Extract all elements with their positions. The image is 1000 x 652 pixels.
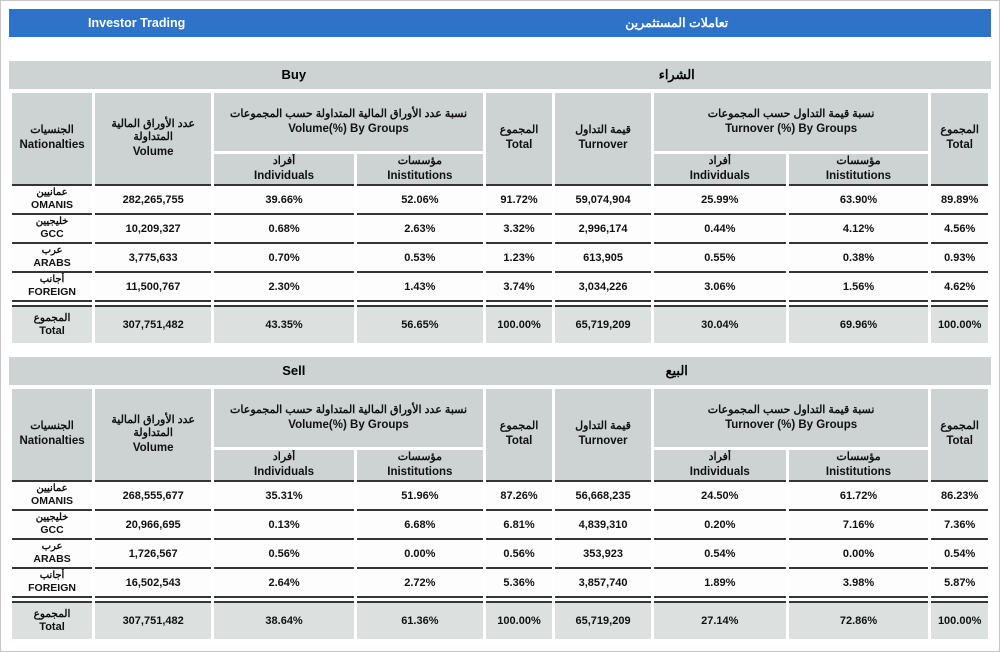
nationality-ar: أجانب [39, 273, 65, 285]
individuals-label-en: Individuals [689, 465, 750, 478]
table-row-arabs [12, 538, 988, 567]
cell-volume-individuals: 38.64% [214, 601, 354, 639]
nationality-ar: خليجيين [35, 511, 69, 523]
cell-turnover-total: 7.36% [931, 509, 988, 538]
row-nationality [12, 213, 92, 242]
nationality-en: GCC [40, 524, 64, 537]
total-row [12, 601, 988, 639]
total-label-ar: المجموع [33, 311, 71, 324]
sell-title-en: Sell [282, 363, 306, 378]
total-label-ar: المجموع [33, 607, 71, 620]
cell-volume-total: 3.74% [486, 271, 552, 302]
cell-turnover: 3,857,740 [555, 567, 651, 598]
sell-title-ar: البيع [665, 363, 688, 378]
cell-volume-institutions: 0.53% [357, 242, 483, 271]
buy-total-row [9, 305, 991, 343]
total-label-en: Total [39, 324, 65, 337]
cell-volume: 307,751,482 [95, 601, 211, 639]
buy-table [9, 93, 991, 302]
nationalities-label-ar: الجنسيات [30, 124, 74, 137]
buy-title-ar: الشراء [658, 67, 695, 82]
col-header-volume-total [486, 93, 552, 184]
sell-table [9, 389, 991, 598]
buy-banner [9, 61, 991, 89]
cell-volume-individuals: 2.64% [214, 567, 354, 598]
total-label-ar: المجموع [499, 124, 539, 137]
table-row-arabs [12, 242, 988, 271]
nationality-en: ARABS [33, 257, 71, 270]
total-label-en: Total [505, 435, 533, 448]
institutions-label-en: Inistitutions [387, 465, 453, 478]
cell-turnover-total: 100.00% [931, 601, 988, 639]
cell-volume-institutions: 61.36% [357, 601, 483, 639]
cell-volume: 268,555,677 [95, 480, 211, 509]
cell-volume-institutions: 6.68% [357, 509, 483, 538]
cell-volume-total: 100.00% [486, 305, 552, 343]
cell-turnover-institutions: 7.16% [789, 509, 929, 538]
cell-volume-total: 87.26% [486, 480, 552, 509]
cell-volume-individuals: 39.66% [214, 184, 354, 213]
individuals-label-ar: أفراد [272, 154, 296, 167]
turnover-group-label-ar: نسبة قيمة التداول حسب المجموعات [707, 107, 875, 120]
cell-volume: 10,209,327 [95, 213, 211, 242]
row-nationality [12, 567, 92, 598]
total-label-en: Total [946, 139, 973, 152]
cell-volume: 16,502,543 [95, 567, 211, 598]
individuals-label-ar: أفراد [708, 154, 731, 167]
cell-volume-institutions: 51.96% [357, 480, 483, 509]
table-row-gcc [12, 213, 988, 242]
nationality-en: GCC [40, 228, 64, 241]
total-label-en: Total [39, 620, 65, 633]
cell-volume: 20,966,695 [95, 509, 211, 538]
cell-volume-institutions: 2.72% [357, 567, 483, 598]
cell-volume-individuals: 35.31% [214, 480, 354, 509]
volume-group-label-en: Volume(%) By Groups [288, 122, 409, 135]
row-nationality [12, 509, 92, 538]
cell-turnover-total: 4.56% [931, 213, 988, 242]
volume-label-en: Volume [132, 146, 174, 159]
individuals-label-ar: أفراد [708, 450, 731, 463]
institutions-label-en: Inistitutions [825, 169, 892, 182]
cell-turnover-individuals: 25.99% [654, 184, 786, 213]
row-nationality [12, 480, 92, 509]
cell-volume-total: 3.32% [486, 213, 552, 242]
nationality-ar: أجانب [39, 569, 65, 581]
cell-turnover: 353,923 [555, 538, 651, 567]
col-header-volume [95, 389, 211, 480]
cell-turnover-total: 100.00% [931, 305, 988, 343]
cell-volume-individuals: 0.68% [214, 213, 354, 242]
nationality-ar: خليجيين [35, 215, 69, 227]
col-group-volume-pct [214, 93, 483, 151]
row-nationality [12, 184, 92, 213]
total-row [12, 305, 988, 343]
col-header-nationalities [12, 389, 92, 480]
col-header-turnover-total [931, 389, 988, 480]
cell-turnover: 56,668,235 [555, 480, 651, 509]
cell-turnover-individuals: 24.50% [654, 480, 786, 509]
cell-volume: 3,775,633 [95, 242, 211, 271]
nationality-en: OMANIS [31, 495, 74, 508]
cell-volume: 1,726,567 [95, 538, 211, 567]
cell-turnover-individuals: 0.54% [654, 538, 786, 567]
row-nationality [12, 538, 92, 567]
cell-turnover-institutions: 0.00% [789, 538, 929, 567]
cell-volume-total: 91.72% [486, 184, 552, 213]
row-nationality [12, 242, 92, 271]
individuals-label-en: Individuals [254, 465, 315, 478]
col-subheader-turnover-individuals [654, 151, 786, 184]
nationalities-label-en: Nationalties [19, 139, 85, 152]
cell-turnover-institutions: 4.12% [789, 213, 929, 242]
nationality-ar: عمانيين [36, 186, 68, 198]
col-header-turnover-total [931, 93, 988, 184]
cell-turnover: 2,996,174 [555, 213, 651, 242]
cell-volume-institutions: 0.00% [357, 538, 483, 567]
cell-turnover-total: 5.87% [931, 567, 988, 598]
col-group-volume-pct [214, 389, 483, 447]
cell-volume-total: 0.56% [486, 538, 552, 567]
cell-turnover-institutions: 63.90% [789, 184, 929, 213]
col-header-turnover [555, 389, 651, 480]
cell-turnover: 4,839,310 [555, 509, 651, 538]
report-title-en: Investor Trading [88, 16, 186, 30]
cell-turnover-individuals: 30.04% [654, 305, 786, 343]
institutions-label-ar: مؤسسات [397, 450, 442, 463]
table-row-gcc [12, 509, 988, 538]
total-label-ar: المجموع [940, 420, 979, 433]
cell-turnover-individuals: 0.20% [654, 509, 786, 538]
cell-turnover-institutions: 61.72% [789, 480, 929, 509]
nationalities-label-ar: الجنسيات [30, 420, 74, 433]
report-title-ar: تعاملات المستثمرين [625, 16, 729, 30]
volume-group-label-ar: نسبة عدد الأوراق المالية المتداولة حسب المجموعات [230, 403, 468, 416]
turnover-group-label-ar: نسبة قيمة التداول حسب المجموعات [707, 403, 875, 416]
cell-volume-total: 5.36% [486, 567, 552, 598]
cell-volume: 282,265,755 [95, 184, 211, 213]
cell-volume-total: 1.23% [486, 242, 552, 271]
col-subheader-turnover-institutions [789, 151, 929, 184]
volume-group-label-ar: نسبة عدد الأوراق المالية المتداولة حسب المجموعات [230, 107, 468, 120]
nationality-en: FOREIGN [28, 286, 76, 299]
col-header-turnover [555, 93, 651, 184]
cell-turnover: 65,719,209 [555, 305, 651, 343]
cell-turnover-individuals: 27.14% [654, 601, 786, 639]
turnover-label-en: Turnover [578, 435, 628, 448]
cell-volume-individuals: 0.56% [214, 538, 354, 567]
cell-turnover-total: 86.23% [931, 480, 988, 509]
individuals-label-ar: أفراد [272, 450, 296, 463]
cell-turnover-individuals: 0.44% [654, 213, 786, 242]
institutions-label-ar: مؤسسات [836, 154, 881, 167]
col-subheader-volume-institutions [357, 151, 483, 184]
buy-title-en: Buy [281, 67, 307, 82]
nationality-en: OMANIS [31, 199, 74, 212]
row-nationality [12, 305, 92, 343]
col-header-volume-total [486, 389, 552, 480]
cell-volume-institutions: 2.63% [357, 213, 483, 242]
cell-turnover-institutions: 69.96% [789, 305, 929, 343]
cell-turnover: 613,905 [555, 242, 651, 271]
nationality-en: FOREIGN [28, 582, 76, 595]
cell-volume-individuals: 0.13% [214, 509, 354, 538]
table-row-omanis [12, 480, 988, 509]
cell-turnover-total: 0.93% [931, 242, 988, 271]
cell-turnover: 65,719,209 [555, 601, 651, 639]
cell-volume-institutions: 52.06% [357, 184, 483, 213]
total-label-en: Total [505, 139, 533, 152]
sell-banner [9, 357, 991, 385]
volume-label-en: Volume [132, 442, 174, 455]
table-row-foreign [12, 271, 988, 302]
cell-volume-total: 100.00% [486, 601, 552, 639]
total-label-ar: المجموع [499, 420, 539, 433]
institutions-label-en: Inistitutions [825, 465, 892, 478]
cell-turnover-institutions: 1.56% [789, 271, 929, 302]
nationality-ar: عرب [41, 540, 63, 552]
col-subheader-turnover-institutions [789, 447, 929, 480]
table-row-foreign [12, 567, 988, 598]
cell-turnover-individuals: 1.89% [654, 567, 786, 598]
col-subheader-volume-individuals [214, 447, 354, 480]
cell-turnover-total: 4.62% [931, 271, 988, 302]
individuals-label-en: Individuals [689, 169, 750, 182]
cell-volume: 307,751,482 [95, 305, 211, 343]
volume-label-ar: عدد الأوراق المالية المتداولة [111, 117, 195, 144]
cell-turnover-institutions: 3.98% [789, 567, 929, 598]
cell-turnover-total: 0.54% [931, 538, 988, 567]
total-label-ar: المجموع [940, 124, 979, 137]
row-nationality [12, 271, 92, 302]
volume-group-label-en: Volume(%) By Groups [288, 418, 409, 431]
nationality-ar: عرب [41, 244, 63, 256]
report-title-banner [9, 9, 991, 37]
cell-turnover-institutions: 72.86% [789, 601, 929, 639]
col-group-turnover-pct [654, 93, 928, 151]
col-subheader-volume-individuals [214, 151, 354, 184]
nationality-en: ARABS [33, 553, 71, 566]
cell-turnover-institutions: 0.38% [789, 242, 929, 271]
row-nationality [12, 601, 92, 639]
cell-turnover-total: 89.89% [931, 184, 988, 213]
individuals-label-en: Individuals [254, 169, 315, 182]
cell-volume-institutions: 56.65% [357, 305, 483, 343]
col-group-turnover-pct [654, 389, 928, 447]
cell-turnover-individuals: 0.55% [654, 242, 786, 271]
cell-turnover-individuals: 3.06% [654, 271, 786, 302]
cell-turnover: 3,034,226 [555, 271, 651, 302]
total-label-en: Total [946, 435, 973, 448]
cell-volume-individuals: 0.70% [214, 242, 354, 271]
turnover-label-ar: قيمة التداول [575, 420, 631, 433]
table-row-omanis [12, 184, 988, 213]
turnover-label-en: Turnover [578, 139, 628, 152]
sell-total-row [9, 601, 991, 639]
cell-volume-individuals: 2.30% [214, 271, 354, 302]
cell-volume-individuals: 43.35% [214, 305, 354, 343]
volume-label-ar: عدد الأوراق المالية المتداولة [111, 413, 195, 440]
col-header-nationalities [12, 93, 92, 184]
col-subheader-volume-institutions [357, 447, 483, 480]
cell-turnover: 59,074,904 [555, 184, 651, 213]
cell-volume-institutions: 1.43% [357, 271, 483, 302]
cell-volume-total: 6.81% [486, 509, 552, 538]
institutions-label-en: Inistitutions [387, 169, 453, 182]
col-header-volume [95, 93, 211, 184]
cell-volume: 11,500,767 [95, 271, 211, 302]
institutions-label-ar: مؤسسات [397, 154, 442, 167]
col-subheader-turnover-individuals [654, 447, 786, 480]
nationality-ar: عمانيين [36, 482, 68, 494]
turnover-group-label-en: Turnover (%) By Groups [725, 418, 858, 431]
nationalities-label-en: Nationalties [19, 435, 85, 448]
institutions-label-ar: مؤسسات [836, 450, 881, 463]
turnover-group-label-en: Turnover (%) By Groups [725, 122, 858, 135]
turnover-label-ar: قيمة التداول [575, 124, 631, 137]
